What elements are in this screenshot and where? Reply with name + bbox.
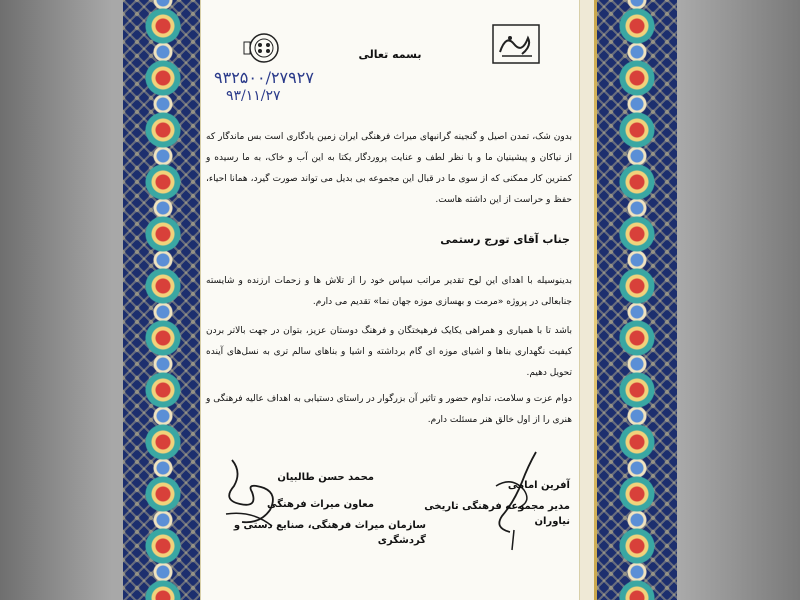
document-heading: بسمه تعالی <box>358 48 422 61</box>
closing-paragraph: دوام عزت و سلامت، تداوم حضور و تاثیر آن بزرگوار در راستای دستیابی به اهداف عالیه فرهنگی و هنری را از اول خالق هنر مسئلت دارم. <box>206 394 572 425</box>
appreciation-paragraph: بدینوسیله با اهدای این لوح تقدیر مراتب سپاس خود را از تلاش ها و زحمات ارزنده و شایسته جنابعالی در پروژه «مرمت و بهسازی موزه جهان نما» تقدیم می دارم. <box>206 276 572 307</box>
addressee: جناب آقای تورج رستمی <box>440 233 570 246</box>
reference-date: ۹۳/۱۱/۲۷ <box>226 88 281 104</box>
signatory-left-organization: سازمان میراث فرهنگی، صنایع دستی و گردشگری <box>233 520 426 546</box>
intro-paragraph: بدون شک، تمدن اصیل و گنجینه گرانبهای میراث فرهنگی ایران زمین یادگاری است بس ماندگار که از نیاکان و پیشینیان ما و با نظر لطف و عنایت پروردگار یکتا به این آب و خاک، به ما رسیده و کمترین کار ممکنی که از سوی ما در قبال این مجموعه بی بدیل می تواند صورت گیرد، همانا احیاء، حفظ و حراست از این داشته هاست. <box>206 132 572 205</box>
museum-emblem-icon <box>240 28 288 68</box>
reference-number: ۹۳۲۵۰۰/۲۷۹۲۷ <box>214 68 314 87</box>
organization-emblem-icon <box>492 24 540 64</box>
signatory-left-name: محمد حسن طالبیان <box>277 472 374 483</box>
hope-paragraph: باشد تا با همیاری و همراهی یکایک فرهیختگان و فرهنگ دوستان عزیز، بتوان در جهت بالاتر بردن کیفیت نگهداری بناها و اشیای موزه ای گام برداشته و اشیا و بناهای سالم تری به نسل‌های آینده تحویل دهیم. <box>206 326 572 378</box>
signatory-left-title: معاون میراث فرهنگی <box>267 499 374 510</box>
ornamental-border-left <box>123 0 203 600</box>
gold-rule-right <box>594 0 597 600</box>
signatory-right-title: مدیر مجموعه فرهنگی تاریخی نیاوران <box>424 501 570 527</box>
ornamental-border-right <box>597 0 677 600</box>
signatory-right-name: آفرین امامی <box>507 480 570 491</box>
